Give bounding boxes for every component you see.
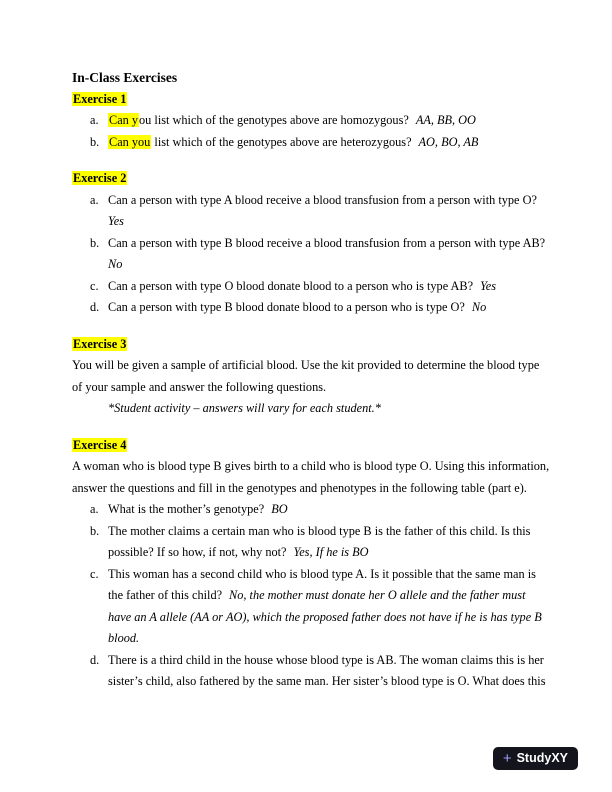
- list-item: [90, 110, 550, 132]
- item-text: [108, 564, 550, 650]
- question-text: list which of the genotypes above are heterozygous?: [151, 134, 412, 149]
- question-text: Can a person with type B blood receive a blood transfusion from a person with type AB?: [108, 235, 546, 250]
- item-marker: b.: [90, 523, 100, 538]
- list-item: [90, 499, 550, 521]
- question-text: What is the mother’s genotype?: [108, 502, 265, 516]
- list-item: [90, 276, 550, 298]
- highlighted-text: Can y: [109, 113, 139, 127]
- list-item: [90, 521, 550, 564]
- question-text: Can a person with type B blood donate blood to a person who is type O?: [108, 300, 465, 314]
- item-marker: c.: [90, 566, 99, 581]
- question-text: This woman has a second child who is blood type A. Is it possible that the same man is the father of this child?: [108, 566, 536, 602]
- answer-text: Yes: [480, 278, 497, 293]
- studyxy-logo: [493, 747, 578, 770]
- item-marker: b.: [90, 235, 100, 250]
- item-marker: a.: [90, 113, 99, 127]
- item-marker: d.: [90, 652, 100, 667]
- question-text: Can a person with type O blood donate blood to a person who is type AB?: [108, 278, 474, 293]
- item-text: [108, 297, 550, 319]
- item-text: [108, 521, 550, 564]
- answer-text: AA, BB, OO: [415, 113, 476, 127]
- list-item: [90, 297, 550, 319]
- item-marker: a.: [90, 192, 99, 207]
- exercise-1-heading: Exercise 1: [73, 91, 127, 106]
- answer-text: BO: [271, 502, 288, 516]
- exercise-4-heading-row: [72, 435, 550, 457]
- list-item: [90, 233, 550, 276]
- item-marker: b.: [90, 134, 100, 149]
- question-text: Can a person with type A blood receive a blood transfusion from a person with type O?: [108, 192, 537, 207]
- exercise-2-section: [72, 168, 550, 319]
- highlighted-text: Can you: [109, 134, 151, 149]
- list-item: [90, 650, 550, 693]
- question-text: There is a third child in the house whose blood type is AB. The woman claims this is her sister’s child, also fathered by the same man. Her sister’s blood type is O. What does this: [108, 652, 546, 688]
- brand-name: StudyXY: [516, 750, 568, 765]
- item-marker: d.: [90, 300, 100, 314]
- document-content: [72, 67, 550, 693]
- exercise-4-heading: Exercise 4: [73, 437, 127, 452]
- answer-text: AO, BO, AB: [418, 134, 479, 149]
- list-item: [90, 564, 550, 650]
- answer-text: Yes, If he is BO: [293, 545, 369, 559]
- item-text: [108, 233, 550, 276]
- exercise-3-heading: Exercise 3: [73, 336, 127, 351]
- plus-icon: +: [502, 750, 512, 767]
- item-text: [108, 132, 550, 154]
- exercise-2-heading: Exercise 2: [73, 171, 127, 185]
- paragraph: A woman who is blood type B gives birth to a child who is blood type O. Using this information, answer the questions and fill in the genotypes and phenotypes in the following table (part e).: [72, 459, 550, 495]
- student-activity-note: *Student activity – answers will vary for each student.*: [108, 401, 381, 415]
- item-text: [108, 499, 550, 521]
- answer-text: Yes: [108, 214, 124, 228]
- exercise-3-heading-row: [72, 334, 550, 356]
- item-marker: a.: [90, 502, 99, 516]
- item-text: [108, 110, 550, 132]
- answer-text: No: [471, 300, 487, 314]
- answer-text: No, the mother must donate her O allele and the father must have an A allele (AA or AO), which the proposed father does not have if he is has type B blood.: [108, 588, 542, 645]
- answer-text: No: [108, 257, 123, 271]
- paragraph: You will be given a sample of artificial blood. Use the kit provided to determine the blood type of your sample and answer the following questions.: [72, 358, 540, 394]
- item-text: [108, 190, 550, 233]
- item-text: [108, 650, 550, 693]
- exercise-2-heading-row: [72, 168, 550, 190]
- question-text: The mother claims a certain man who is blood type B is the father of this child. Is this possible? If so how, if not, why not?: [108, 523, 531, 559]
- exercise-1-heading-row: [72, 89, 550, 111]
- question-text: ou list which of the genotypes above are homozygous?: [139, 113, 409, 127]
- exercise-3-section: [72, 334, 550, 420]
- page-title: In-Class Exercises: [72, 70, 178, 85]
- exercise-1-section: [72, 89, 550, 154]
- list-item: [90, 132, 550, 154]
- item-text: [108, 276, 550, 298]
- item-marker: c.: [90, 278, 99, 293]
- list-item: [90, 190, 550, 233]
- exercise-4-section: [72, 435, 550, 693]
